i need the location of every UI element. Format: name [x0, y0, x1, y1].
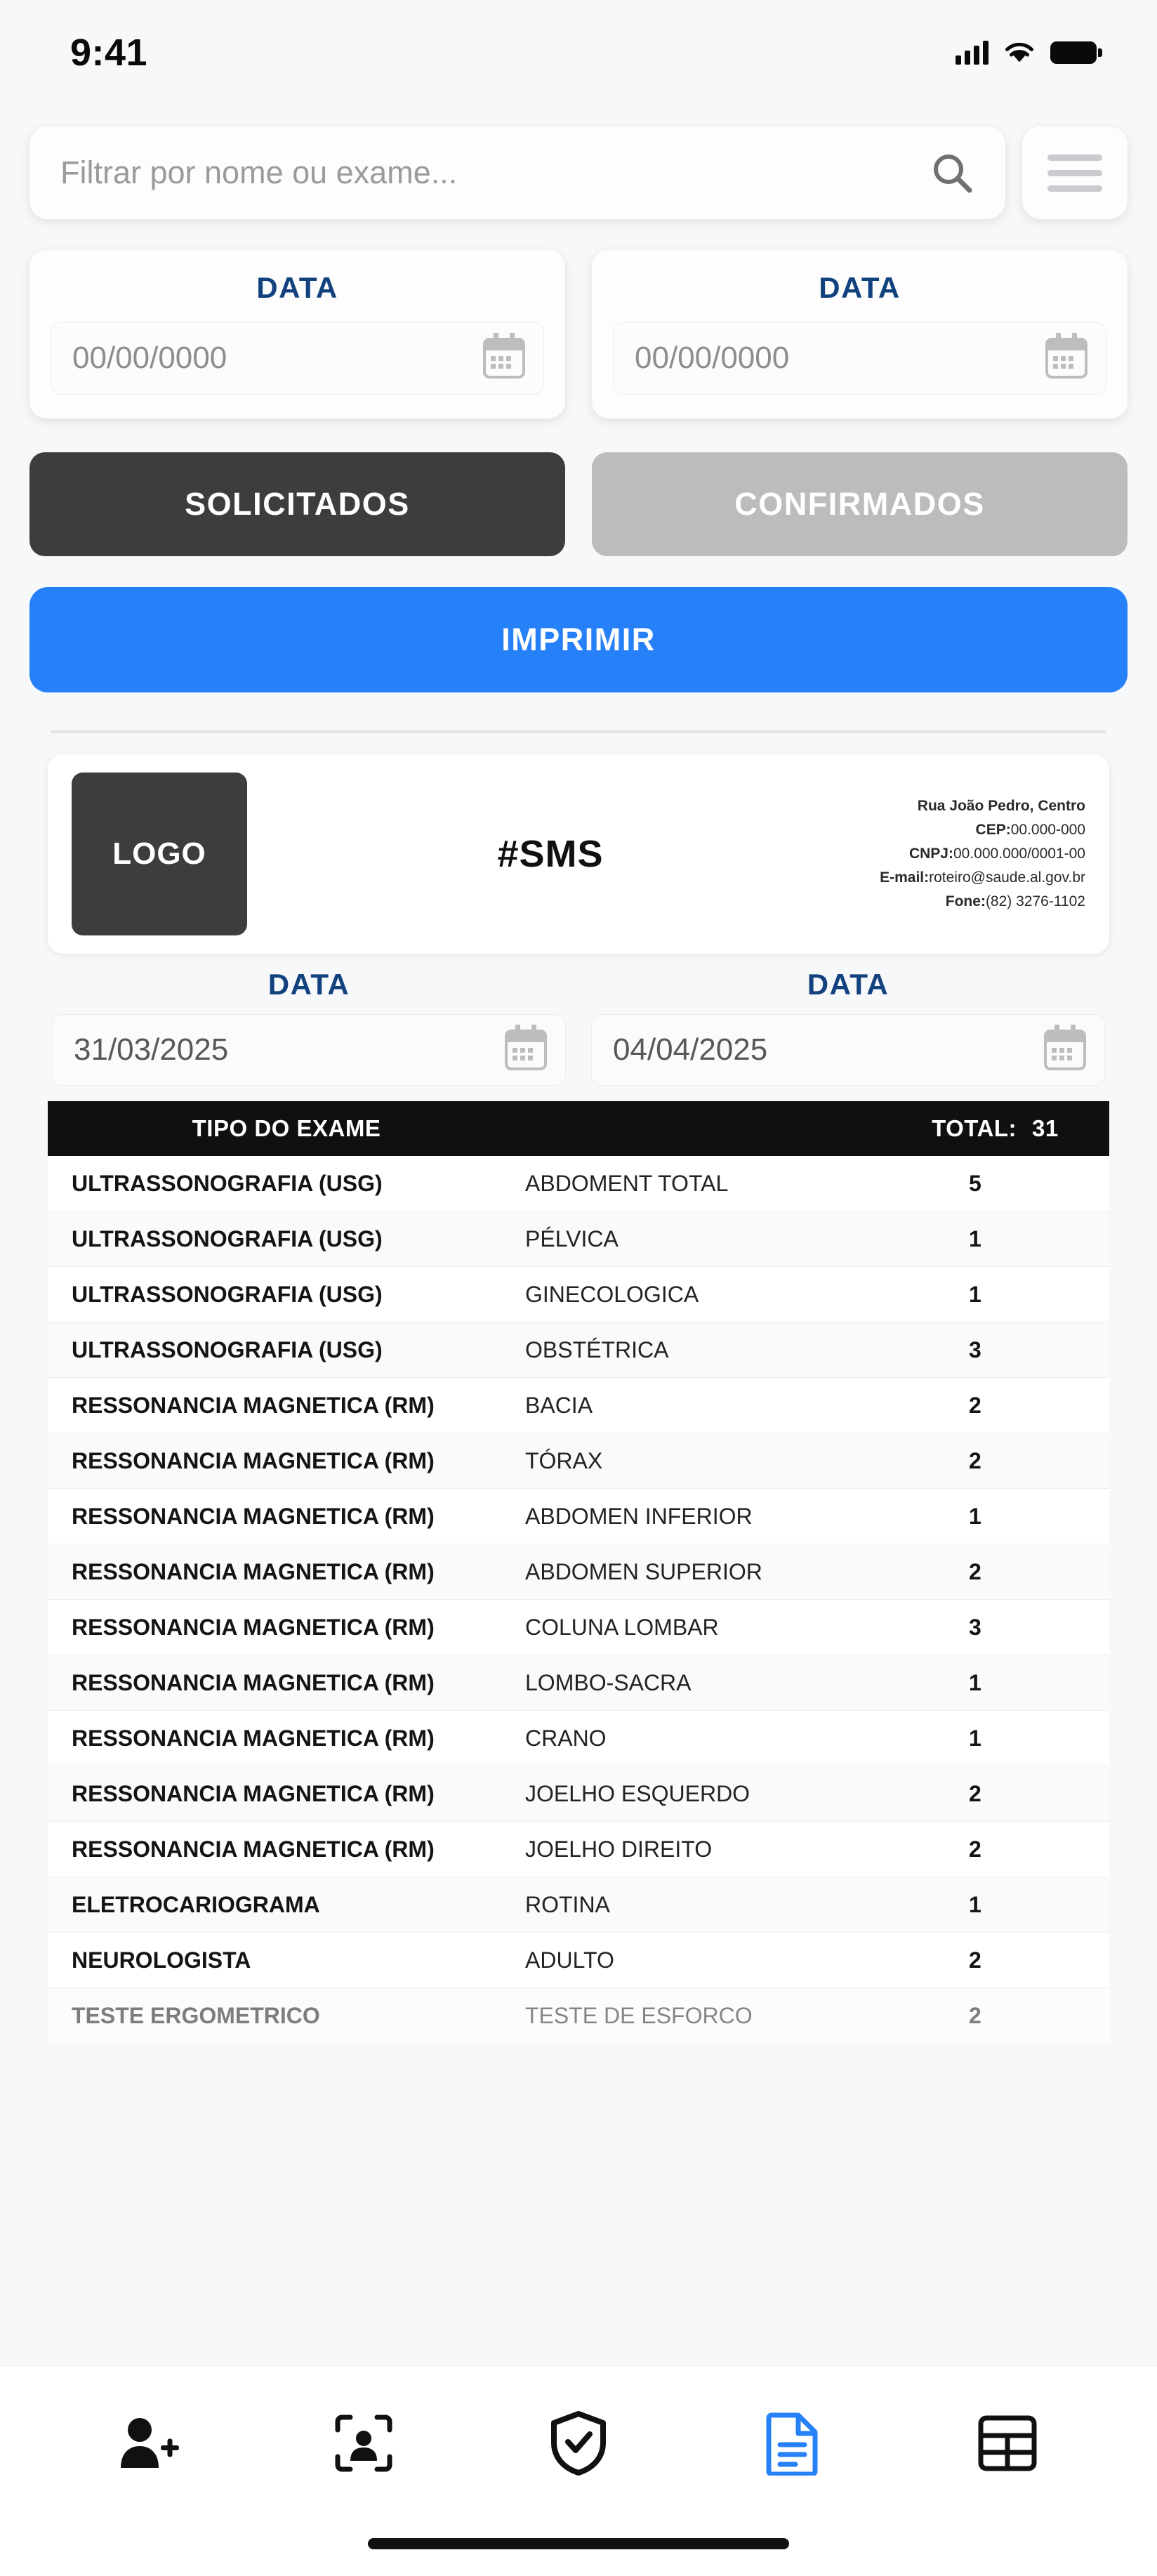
cell-exam-type: RESSONANCIA MAGNETICA (RM): [72, 1780, 435, 1806]
cell-exam-count: 2: [969, 1780, 981, 1806]
tab-solicitados[interactable]: SOLICITADOS: [29, 452, 565, 556]
cell-exam-description: BACIA: [525, 1392, 593, 1418]
cell-exam-count: 1: [969, 1281, 981, 1307]
cell-exam-type: ULTRASSONOGRAFIA (USG): [72, 1225, 383, 1251]
report-date-start-field[interactable]: [52, 1014, 566, 1086]
table-row: [48, 1267, 1109, 1322]
date-filter-end: [592, 250, 1128, 419]
cell-exam-count: 2: [969, 1836, 981, 1862]
cell-exam-count: 1: [969, 1891, 981, 1917]
cell-exam-count: 3: [969, 1614, 981, 1640]
cell-exam-description: PÉLVICA: [525, 1225, 619, 1251]
report-cnpj-value: 00.000.000/0001-00: [953, 845, 1085, 862]
tab-document[interactable]: [748, 2401, 839, 2485]
table-row: [48, 1711, 1109, 1766]
date-filters: [0, 219, 1157, 419]
face-scan-icon: [333, 2413, 394, 2473]
cell-exam-type: TESTE ERGOMETRICO: [72, 2002, 320, 2028]
table-row: [48, 1378, 1109, 1433]
table-row: [48, 1489, 1109, 1544]
report-phone-label: Fone:: [945, 893, 986, 910]
cell-exam-count: 1: [969, 1725, 981, 1751]
date-filter-start: [29, 250, 565, 419]
report-cnpj-label: CNPJ:: [908, 845, 953, 862]
cell-exam-type: RESSONANCIA MAGNETICA (RM): [72, 1447, 435, 1473]
calendar-icon[interactable]: [1045, 338, 1087, 379]
cell-exam-count: 2: [969, 1558, 981, 1584]
report-address: Rua João Pedro, Centro: [917, 797, 1085, 814]
column-header-total-value: 31: [1032, 1115, 1059, 1141]
document-icon: [766, 2411, 821, 2476]
table-row: [48, 1822, 1109, 1877]
calendar-icon[interactable]: [505, 1030, 547, 1070]
table-grid-icon: [977, 2414, 1038, 2472]
cell-exam-type: RESSONANCIA MAGNETICA (RM): [72, 1392, 435, 1418]
table-row: [48, 1544, 1109, 1600]
bottom-nav: [0, 2365, 1157, 2576]
table-row: [48, 1322, 1109, 1378]
cell-exam-count: 1: [969, 1503, 981, 1529]
report-date-start: [52, 968, 566, 1086]
report-date-end-value: 04/04/2025: [613, 1032, 768, 1067]
date-filter-end-value: 00/00/0000: [635, 341, 790, 375]
report-header: [48, 754, 1109, 954]
report-date-start-value: 31/03/2025: [74, 1032, 229, 1067]
tab-shield-check[interactable]: [533, 2401, 624, 2485]
cell-exam-count: 2: [969, 2002, 981, 2028]
calendar-icon[interactable]: [1044, 1030, 1086, 1070]
table-row: [48, 1766, 1109, 1822]
cell-exam-type: ULTRASSONOGRAFIA (USG): [72, 1170, 383, 1196]
report-email-value: roteiro@saude.al.gov.br: [929, 869, 1085, 886]
date-filter-end-title: DATA: [819, 271, 901, 304]
cell-exam-count: 5: [969, 1170, 981, 1196]
report-contact: [854, 794, 1085, 914]
cell-exam-count: 2: [969, 1447, 981, 1473]
cell-exam-type: RESSONANCIA MAGNETICA (RM): [72, 1558, 435, 1584]
cell-exam-description: TÓRAX: [525, 1447, 603, 1473]
cell-exam-type: RESSONANCIA MAGNETICA (RM): [72, 1503, 435, 1529]
status-time: 9:41: [70, 32, 148, 74]
tab-add-person[interactable]: [104, 2401, 195, 2485]
report-cep-label: CEP:: [975, 821, 1011, 838]
date-filter-start-value: 00/00/0000: [72, 341, 227, 375]
cell-exam-type: ULTRASSONOGRAFIA (USG): [72, 1336, 383, 1362]
battery-full-icon: [1050, 41, 1097, 64]
tab-table-grid[interactable]: [962, 2401, 1053, 2485]
calendar-icon[interactable]: [483, 338, 525, 379]
exam-table-header: [48, 1101, 1109, 1156]
status-bar: [0, 0, 1157, 105]
cell-exam-type: NEUROLOGISTA: [72, 1947, 251, 1973]
cell-exam-count: 2: [969, 1947, 981, 1973]
cell-exam-description: GINECOLOGICA: [525, 1281, 699, 1307]
table-row: [48, 1600, 1109, 1655]
column-header-total-label: TOTAL:: [932, 1115, 1017, 1141]
status-toggle-group: [0, 419, 1157, 556]
cell-exam-description: ADULTO: [525, 1947, 614, 1973]
report-date-end-field[interactable]: [591, 1014, 1105, 1086]
home-indicator: [368, 2538, 789, 2549]
table-row: [48, 1211, 1109, 1267]
print-button[interactable]: IMPRIMIR: [29, 587, 1128, 692]
cell-exam-description: CRANO: [525, 1725, 607, 1751]
cell-exam-description: JOELHO DIREITO: [525, 1836, 713, 1862]
table-row: [48, 1933, 1109, 1988]
date-filter-start-field[interactable]: [51, 322, 544, 395]
wifi-icon: [1004, 41, 1035, 65]
report-phone-value: (82) 3276-1102: [985, 893, 1085, 910]
cell-exam-description: ROTINA: [525, 1891, 610, 1917]
table-row: [48, 1655, 1109, 1711]
tab-face-scan[interactable]: [318, 2401, 409, 2485]
column-header-type: TIPO DO EXAME: [192, 1115, 381, 1141]
cell-exam-description: ABDOMENT TOTAL: [525, 1170, 729, 1196]
date-filter-end-field[interactable]: [613, 322, 1106, 395]
report-date-end: [591, 968, 1105, 1086]
cell-exam-count: 1: [969, 1669, 981, 1695]
report-email-label: E-mail:: [880, 869, 930, 886]
exam-table-body: [48, 1156, 1109, 2044]
status-indicators: [956, 41, 1097, 65]
date-filter-start-title: DATA: [256, 271, 338, 304]
add-person-icon: [117, 2414, 182, 2472]
cellular-bars-icon: [956, 41, 989, 65]
report-date-end-title: DATA: [807, 968, 890, 1001]
hamburger-menu-icon[interactable]: [1022, 126, 1128, 219]
cell-exam-type: RESSONANCIA MAGNETICA (RM): [72, 1725, 435, 1751]
cell-exam-type: RESSONANCIA MAGNETICA (RM): [72, 1614, 435, 1640]
cell-exam-description: JOELHO ESQUERDO: [525, 1780, 751, 1806]
search-row: [0, 105, 1157, 219]
cell-exam-count: 3: [969, 1336, 981, 1362]
cell-exam-count: 2: [969, 1392, 981, 1418]
tab-confirmados[interactable]: CONFIRMADOS: [592, 452, 1128, 556]
cell-exam-description: COLUNA LOMBAR: [525, 1614, 719, 1640]
cell-exam-description: TESTE DE ESFORCO: [525, 2002, 753, 2028]
report-date-start-title: DATA: [267, 968, 350, 1001]
cell-exam-type: RESSONANCIA MAGNETICA (RM): [72, 1669, 435, 1695]
shield-check-icon: [550, 2411, 607, 2476]
cell-exam-description: LOMBO-SACRA: [525, 1669, 692, 1695]
cell-exam-description: ABDOMEN SUPERIOR: [525, 1558, 762, 1584]
table-row: [48, 1877, 1109, 1933]
report-preview: [48, 754, 1109, 2044]
report-logo: LOGO: [72, 773, 247, 935]
tabbar: [0, 2366, 1157, 2521]
section-divider: [51, 730, 1106, 733]
cell-exam-type: ULTRASSONOGRAFIA (USG): [72, 1281, 383, 1307]
table-row: [48, 1988, 1109, 2044]
cell-exam-type: RESSONANCIA MAGNETICA (RM): [72, 1836, 435, 1862]
cell-exam-type: ELETROCARIOGRAMA: [72, 1891, 320, 1917]
search-input[interactable]: [60, 155, 838, 191]
report-cep-value: 00.000-000: [1010, 821, 1085, 838]
table-row: [48, 1156, 1109, 1211]
cell-exam-description: ABDOMEN INFERIOR: [525, 1503, 753, 1529]
table-row: [48, 1433, 1109, 1489]
cell-exam-description: OBSTÉTRICA: [525, 1336, 669, 1362]
exam-table: [48, 1101, 1109, 2044]
report-title: #SMS: [497, 833, 604, 875]
cell-exam-count: 1: [969, 1225, 981, 1251]
search-icon[interactable]: [930, 150, 974, 195]
search-box[interactable]: [29, 126, 1005, 219]
report-date-range: [48, 968, 1109, 1086]
